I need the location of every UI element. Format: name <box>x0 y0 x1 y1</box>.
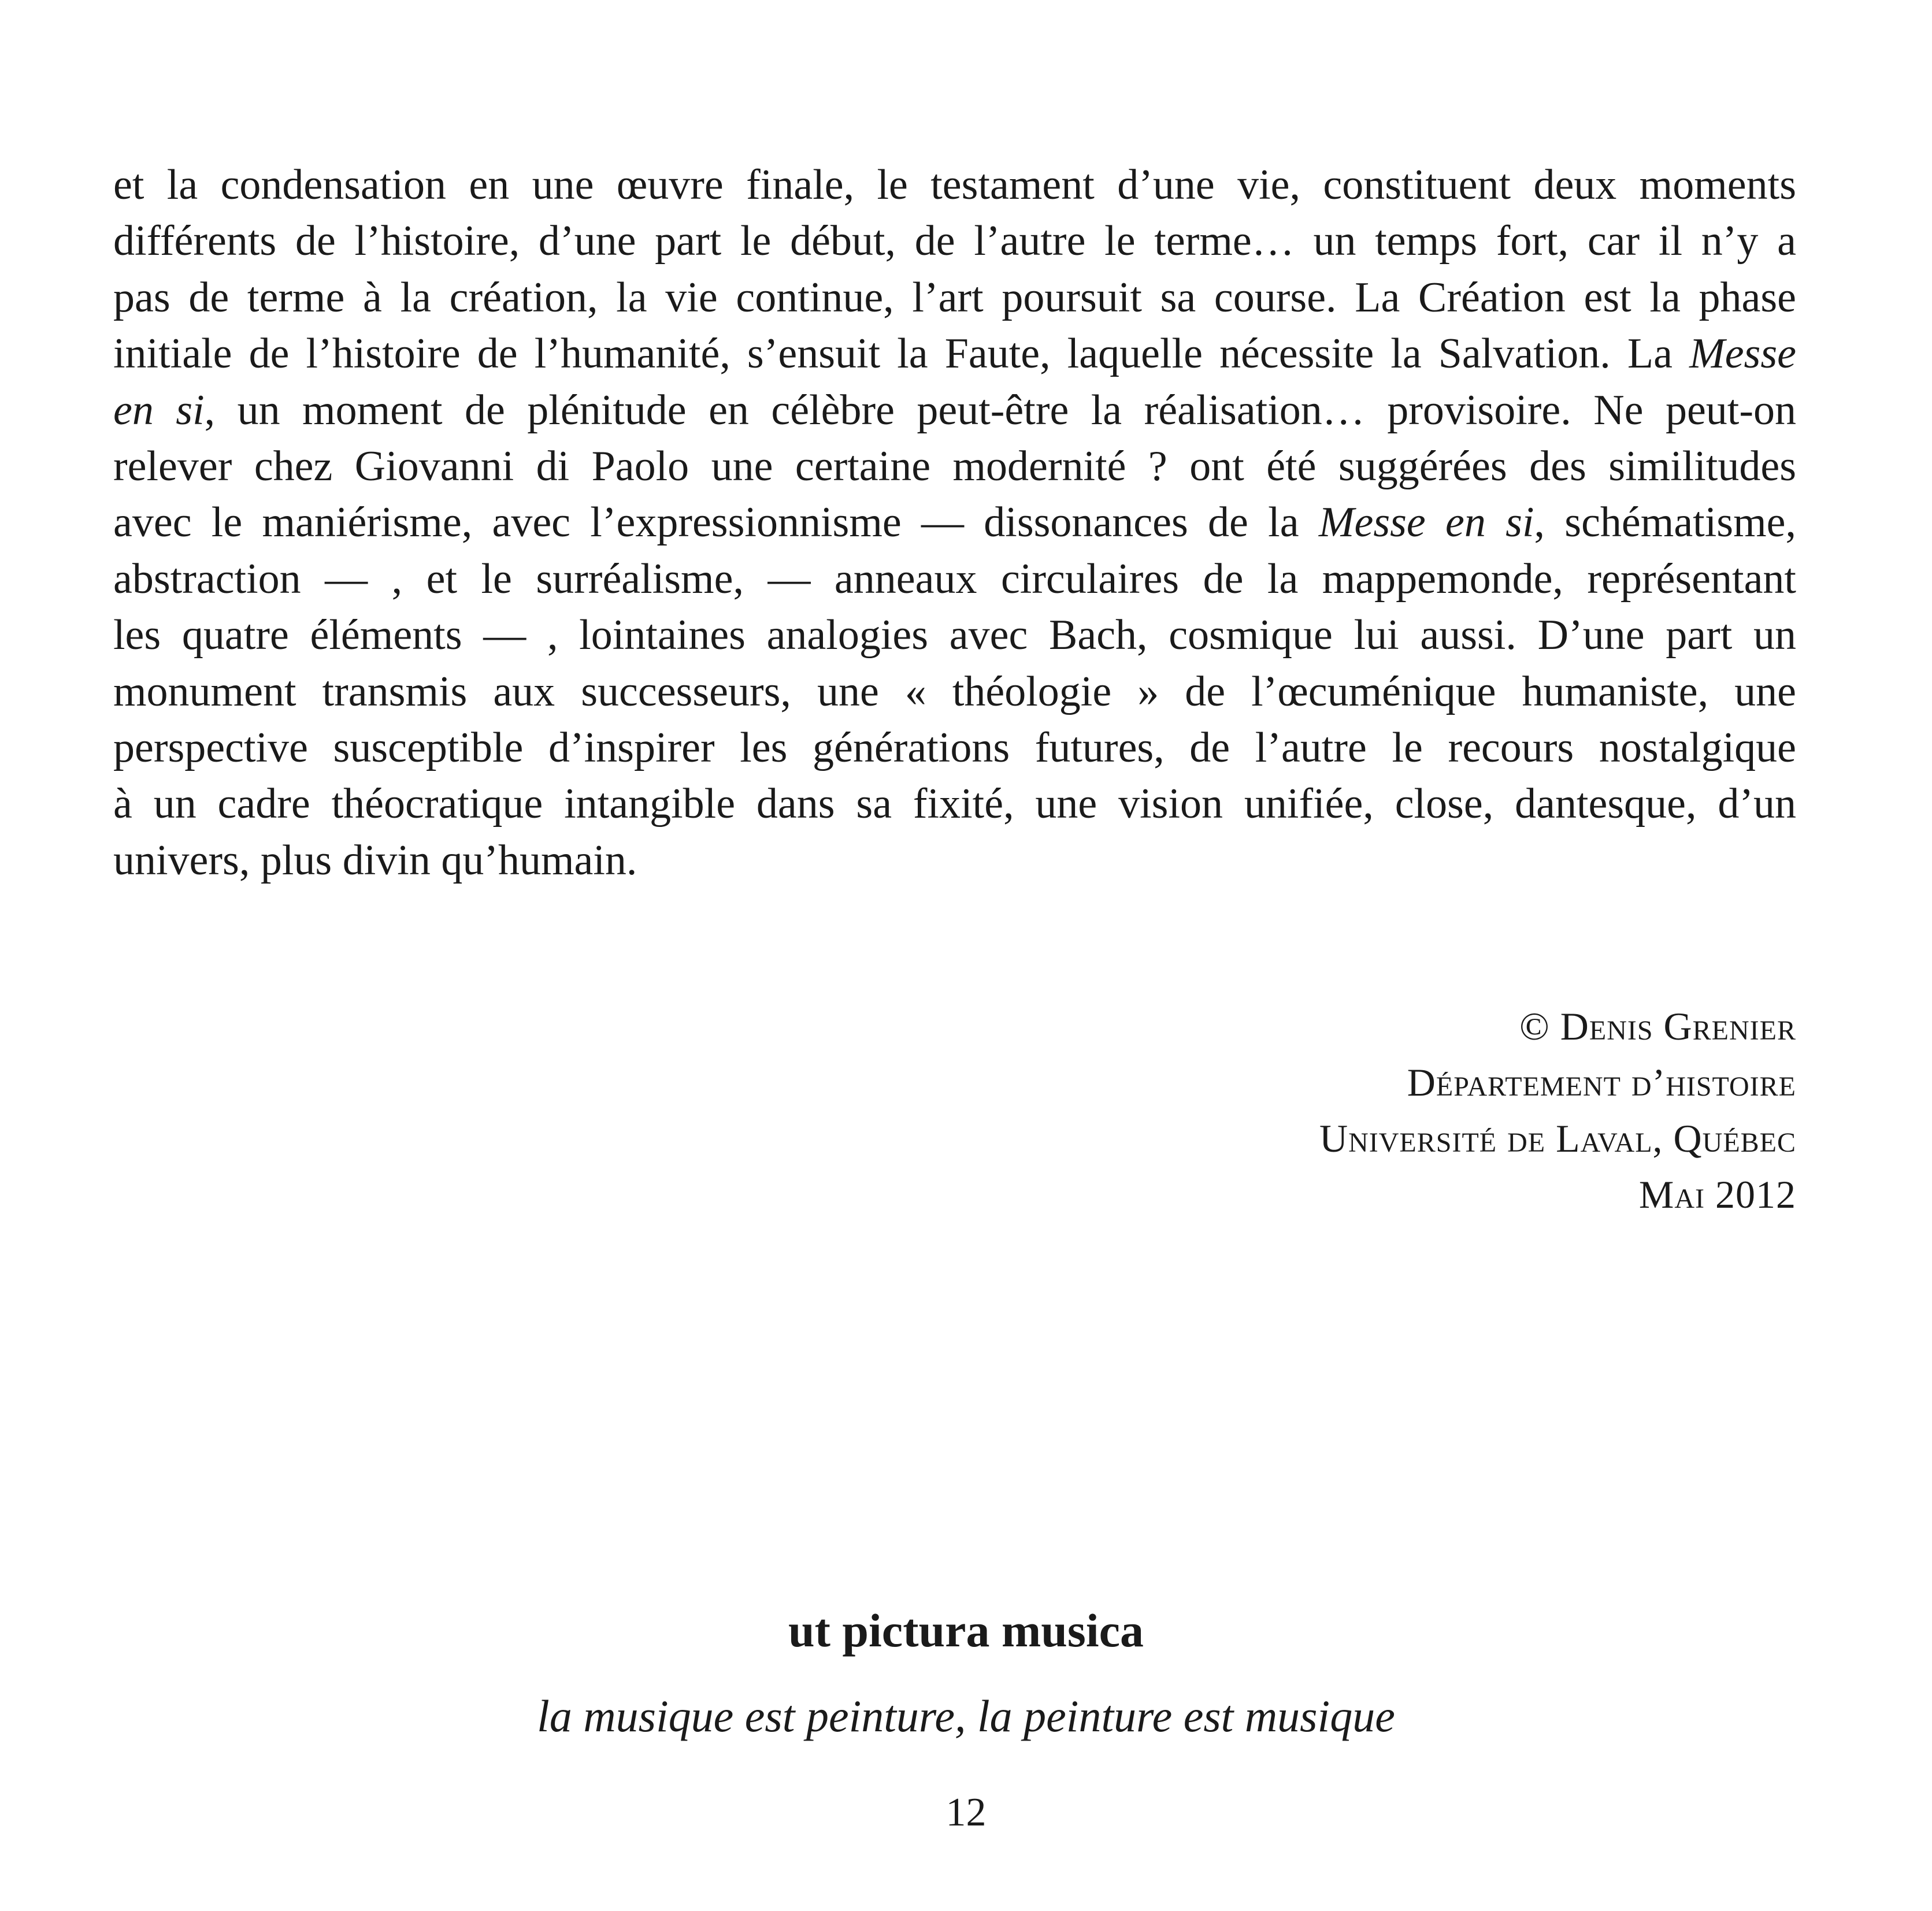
text-line: abstraction — , et le surréalisme, — anneaux circulaires de la mappemonde, représentant <box>113 555 1796 603</box>
text-line: relever chez Giovanni di Paolo une certaine modernité ? ont été suggérées des similitudes <box>113 442 1796 490</box>
italic-title: Messe <box>1689 330 1796 378</box>
text-line: monument transmis aux successeurs, une « théologie » de l’œcuménique humaniste, une <box>113 667 1796 715</box>
text-line: perspective susceptible d’inspirer les générations futures, de l’autre le recours nostalgique <box>113 723 1796 771</box>
text-line <box>113 495 1796 551</box>
italic-title: Messe en si <box>1318 499 1534 547</box>
signature-block <box>1319 999 1796 1223</box>
text-line: univers, plus divin qu’humain. <box>113 836 637 884</box>
text-line <box>113 326 1796 382</box>
italic-title: en si <box>113 386 205 434</box>
text-segment: , schématisme, <box>1534 499 1796 547</box>
text-segment: initiale de l’histoire de l’humanité, s’ensuit la Faute, laquelle nécessite la Salvation. La <box>113 330 1690 378</box>
text-line: à un cadre théocratique intangible dans sa fixité, une vision unifiée, close, dantesque, d’un <box>113 780 1796 828</box>
author-name: © Denis Grenier <box>1519 1004 1796 1048</box>
footer-subtitle: la musique est peinture, la peinture est musique <box>537 1691 1395 1741</box>
university-name: Université de Laval, Québec <box>1319 1116 1796 1160</box>
text-line: les quatre éléments — , lointaines analogies avec Bach, cosmique lui aussi. D’une part un <box>113 611 1796 659</box>
signature-date: Mai 2012 <box>1638 1172 1796 1216</box>
footer-title: ut pictura musica <box>788 1604 1144 1657</box>
text-line: et la condensation en une œuvre finale, le testament d’une vie, constituent deux moments <box>113 161 1796 209</box>
department-name: Département d’histoire <box>1407 1060 1796 1104</box>
text-segment: avec le maniérisme, avec l’expressionnisme — dissonances de la <box>113 499 1319 547</box>
page-number: 12 <box>945 1790 987 1835</box>
text-line: différents de l’histoire, d’une part le début, de l’autre le terme… un temps fort, car il n’y a <box>113 217 1796 265</box>
text-line <box>113 383 1796 439</box>
text-line: pas de terme à la création, la vie continue, l’art poursuit sa course. La Création est la phase <box>113 273 1796 321</box>
text-segment: , un moment de plénitude en célèbre peut-être la réalisation… provisoire. Ne peut-on <box>204 386 1796 434</box>
body-paragraph <box>113 157 1796 889</box>
